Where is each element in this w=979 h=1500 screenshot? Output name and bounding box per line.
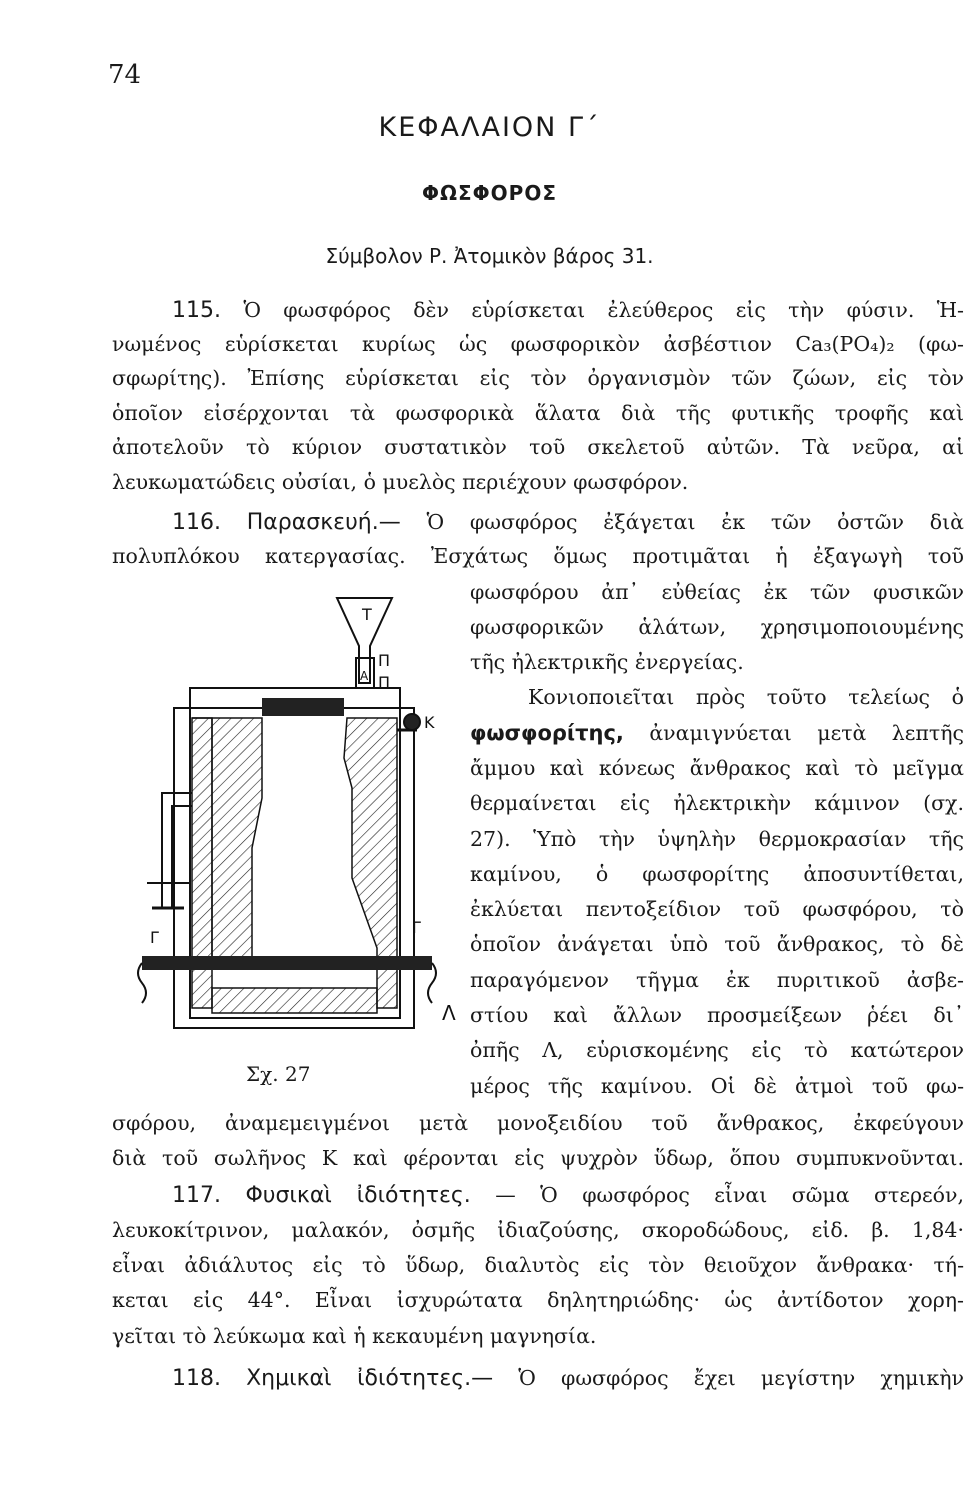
paragraph-115-line: ὁποῖον εἰσέρχονται τὰ φωσφορικὰ ἅλατα διὰ τῆς φυτικῆς τροφῆς καὶ: [112, 401, 964, 425]
paragraph-115-line: [172, 300, 964, 322]
paragraph-117-line: [172, 1185, 964, 1207]
paragraph-117-line: γεῖται τὸ λεύκωμα καὶ ἡ κεκαυμένη μαγνησία.: [112, 1324, 597, 1348]
bold-term: φωσφορίτης,: [470, 721, 624, 745]
furnace-diagram: [112, 588, 472, 1058]
paragraph-116-column-line: ὁποῖον ἀνάγεται ὑπὸ τοῦ ἄνθρακος, τὸ δὲ: [470, 932, 964, 956]
paragraph-115-line: νωμένος εὑρίσκεται κυρίως ὡς φωσφορικὸν ἀσβέστιον Ca₃(PO₄)₂ (φω-: [112, 332, 964, 356]
section-number: 118.: [172, 1366, 221, 1391]
paragraph-115-line: ἀποτελοῦν τὸ κύριον συστατικὸν τοῦ σκελετοῦ αὐτῶν. Τὰ νεῦρα, αἱ: [112, 435, 964, 459]
text-span: ἀναμιγνύεται μετὰ λεπτῆς: [649, 721, 964, 745]
paragraph-116-column-line: παραγόμενον τῆγμα ἐκ πυριτικοῦ ἀσβε-: [470, 968, 964, 992]
electrode-bar: [142, 956, 432, 970]
text-span: Ὁ φωσφόρος ἔχει μεγίστην χημικὴν: [518, 1366, 964, 1390]
paragraph-116-column-line: φωσφορικῶν ἁλάτων, χρησιμοποιουμένης: [470, 615, 964, 639]
paragraph-116-column-line: ἄμμου καὶ κόνεως ἄνθρακος καὶ τὸ μεῖγμα: [470, 756, 964, 780]
paragraph-116-line: σφόρου, ἀναμεμειγμένοι μετὰ μονοξειδίου τοῦ ἄνθρακος, ἐκφεύγουν: [112, 1111, 964, 1135]
label-p2: Π: [378, 673, 391, 692]
figure-caption: Σχ. 27: [246, 1062, 311, 1086]
subject-heading: ΦΩΣΦΟΡΟΣ: [422, 181, 557, 205]
text-span: Ὁ φωσφόρος δὲν εὑρίσκεται ἐλεύθερος εἰς τὴν φύσιν. Ἡ-: [243, 298, 964, 322]
label-lambda: Λ: [442, 1001, 456, 1025]
label-k: Κ: [424, 713, 435, 732]
label-g-left: Γ: [150, 928, 159, 947]
text-span: Ὁ φωσφόρος ἐξάγεται ἐκ τῶν ὀστῶν διὰ: [426, 510, 964, 534]
paragraph-115-line: σφωρίτης). Ἐπίσης εὑρίσκεται εἰς τὸν ὀργανισμὸν τῶν ζώων, εἰς τὸν: [112, 366, 964, 390]
section-number: 116.: [172, 510, 221, 535]
paragraph-116-column-line: ὀπῆς Λ, εὑρισκομένης εἰς τὸ κατώτερον: [470, 1038, 964, 1062]
label-t: Τ: [362, 605, 372, 624]
paragraph-116-line: πολυπλόκου κατεργασίας. Ἐσχάτως ὅμως προτιμᾶται ἡ ἐξαγωγὴ τοῦ: [112, 544, 964, 568]
paragraph-117-line: κεται εἰς 44°. Εἶναι ἰσχυρώτατα δηλητηριώδης· ὡς ἀντίδοτον χορη-: [112, 1288, 964, 1312]
paragraph-116-column-line: μέρος τῆς καμίνου. Οἱ δὲ ἀτμοὶ τοῦ φω-: [470, 1074, 964, 1098]
section-title: Φυσικαὶ ἰδιότητες.: [245, 1183, 471, 1208]
paragraph-116-column-line: θερμαίνεται εἰς ἠλεκτρικὴν κάμινον (σχ.: [470, 791, 964, 815]
paragraph-116-column-line: ἐκλύεται πεντοξείδιον τοῦ φωσφόρου, τὸ: [470, 897, 964, 921]
paragraph-116-column-line: στίου καὶ ἄλλων προσμείξεων ῥέει δι᾽: [470, 1003, 964, 1027]
paragraph-116-column-line: τῆς ἠλεκτρικῆς ἐνεργείας.: [470, 650, 744, 674]
section-title: Παρασκευή.—: [246, 510, 401, 535]
label-g-right: Γ: [412, 918, 421, 937]
left-pipe: [162, 793, 192, 908]
chapter-heading: ΚΕΦΑΛΑΙΟΝ Γ΄: [378, 112, 601, 143]
paragraph-116-column-line: Κονιοποιεῖται πρὸς τοῦτο τελείως ὁ: [528, 685, 964, 709]
paragraph-116-line: διὰ τοῦ σωλῆνος Κ καὶ φέρονται εἰς ψυχρὸν ὕδωρ, ὅπου συμπυκνοῦνται.: [112, 1146, 964, 1170]
paragraph-118-line: [172, 1368, 964, 1390]
paragraph-117-line: λευκοκίτρινον, μαλακόν, ὀσμῆς ἰδιαζούσης, σκοροδώδους, εἰδ. β. 1,84·: [112, 1218, 964, 1242]
section-number: 117.: [172, 1183, 221, 1208]
page-number: 74: [108, 60, 142, 90]
furnace-lid: [262, 698, 344, 716]
paragraph-116-column-line: [470, 723, 964, 744]
section-title: Χημικαὶ ἰδιότητες.—: [246, 1366, 494, 1391]
paragraph-116-column-line: 27). Ὑπὸ τὴν ὑψηλὴν θερμοκρασίαν τῆς: [470, 827, 964, 851]
paragraph-116-column-line: καμίνου, ὁ φωσφορίτης ἀποσυντίθεται,: [470, 862, 964, 886]
label-p1: Π: [378, 651, 391, 670]
section-number: 115.: [172, 298, 221, 323]
symbol-line: Σύμβολον Ρ. Ἀτομικὸν βάρος 31.: [325, 244, 654, 268]
label-a: Α: [360, 669, 369, 683]
paragraph-115-line: λευκωματώδεις οὐσίαι, ὁ μυελὸς περιέχουν φωσφόρον.: [112, 470, 689, 494]
paragraph-116-column-line: φωσφόρου ἀπ᾽ εὐθείας ἐκ τῶν φυσικῶν: [470, 580, 964, 604]
text-span: — Ὁ φωσφόρος εἶναι σῶμα στερεόν,: [495, 1183, 964, 1207]
paragraph-116-line: [172, 512, 964, 534]
paragraph-117-line: εἶναι ἀδιάλυτος εἰς τὸ ὕδωρ, διαλυτὸς εἰς τὸν θειοῦχον ἄνθρακα· τή-: [112, 1253, 964, 1277]
